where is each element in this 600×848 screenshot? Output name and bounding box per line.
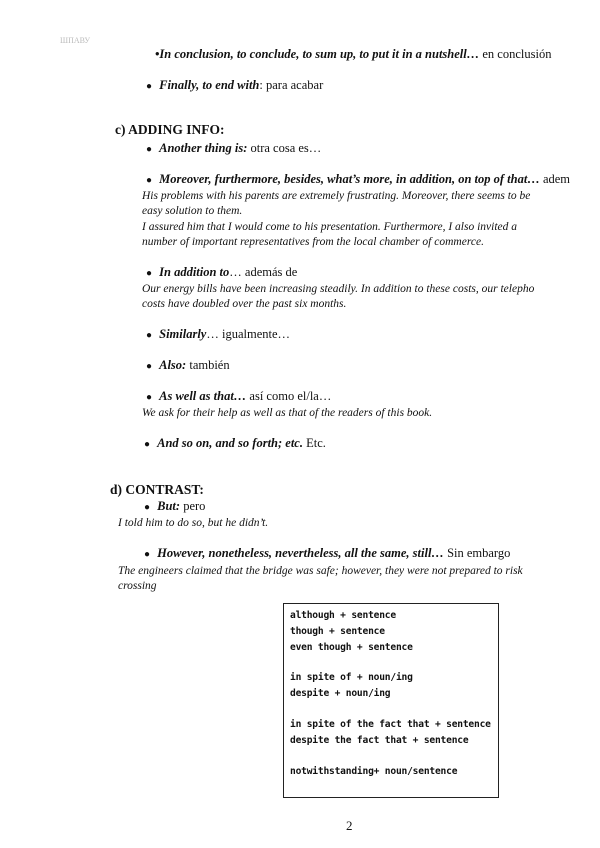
section-heading-contrast: d) CONTRAST:: [110, 482, 204, 497]
meaning: Etc.: [302, 436, 326, 450]
section-heading-adding: c) ADDING INFO:: [115, 122, 225, 137]
conclusion-item-2: [142, 78, 323, 93]
bullet-icon: ●: [145, 392, 153, 403]
bullet-icon: ●: [145, 361, 153, 372]
bullet-icon: ●: [143, 502, 151, 513]
page-number: 2: [346, 818, 353, 833]
meaning: otra cosa es…: [247, 141, 322, 155]
meaning: : para acabar: [259, 78, 324, 92]
grammar-line: despite the fact that + sentence: [290, 735, 469, 746]
bullet-icon: ●: [145, 330, 153, 341]
example-line: I assured him that I would come to his presentation. Furthermore, I also invited a: [142, 221, 517, 233]
phrase: And so on, and so forth; etc.: [157, 436, 303, 450]
adding-item-1: [142, 141, 321, 156]
bullet-icon: ●: [143, 549, 151, 560]
conclusion-item-1: [155, 47, 551, 62]
grammar-line: though + sentence: [290, 626, 385, 637]
header-mark: ШПАВУ: [60, 36, 90, 45]
meaning: en conclusión: [479, 47, 552, 61]
phrase: In addition to: [159, 265, 230, 279]
example-line: crossing: [118, 580, 157, 592]
example-line: easy solution to them.: [142, 205, 243, 217]
meaning: … igualmente…: [206, 327, 291, 341]
grammar-box: [283, 603, 499, 798]
bullet-icon: ●: [145, 268, 153, 279]
meaning: Sin embargo: [443, 546, 511, 560]
bullet-icon: ●: [145, 175, 153, 186]
meaning: así como el/la…: [246, 389, 332, 403]
example-line: His problems with his parents are extremely frustrating. Moreover, there seems to be: [142, 190, 531, 202]
phrase: But:: [157, 499, 181, 513]
phrase: As well as that…: [159, 389, 247, 403]
example-line: The engineers claimed that the bridge was safe; however, they were not prepared to risk: [118, 565, 523, 577]
phrase: Similarly: [159, 327, 207, 341]
phrase: Moreover, furthermore, besides, what’s more, in addition, on top of that…: [159, 172, 540, 186]
example-line: Our energy bills have been increasing steadily. In addition to these costs, our telepho: [142, 283, 535, 295]
grammar-line: in spite of the fact that + sentence: [290, 719, 491, 730]
grammar-line: in spite of + noun/ing: [290, 672, 413, 683]
adding-item-2: [142, 172, 570, 187]
example-line: I told him to do so, but he didn’t.: [118, 517, 269, 529]
phrase: •In conclusion, to conclude, to sum up, to put it in a nutshell…: [155, 47, 480, 61]
bullet-icon: ●: [145, 144, 153, 155]
meaning: … además de: [229, 265, 298, 279]
contrast-item-2: [140, 546, 510, 561]
bullet-icon: ●: [145, 81, 153, 92]
phrase: Also:: [159, 358, 187, 372]
phrase: However, nonetheless, nevertheless, all the same, still…: [157, 546, 444, 560]
phrase: Finally, to end with: [159, 78, 260, 92]
grammar-line: notwithstanding+ noun/sentence: [290, 766, 458, 777]
bullet-icon: ●: [143, 439, 151, 450]
adding-item-6: [142, 389, 331, 404]
meaning: adem: [539, 172, 571, 186]
adding-item-3: [142, 265, 297, 280]
meaning: pero: [180, 499, 206, 513]
phrase: Another thing is:: [159, 141, 248, 155]
contrast-item-1: [140, 499, 205, 514]
grammar-line: despite + noun/ing: [290, 688, 391, 699]
grammar-line: even though + sentence: [290, 642, 413, 653]
adding-item-4: [142, 327, 290, 342]
adding-item-7: [140, 436, 326, 451]
adding-item-5: [142, 358, 230, 373]
example-line: We ask for their help as well as that of the readers of this book.: [142, 407, 433, 419]
grammar-line: although + sentence: [290, 610, 396, 621]
example-line: costs have doubled over the past six months.: [142, 298, 347, 310]
example-line: number of important representatives from the local chamber of commerce.: [142, 236, 484, 248]
meaning: también: [186, 358, 230, 372]
